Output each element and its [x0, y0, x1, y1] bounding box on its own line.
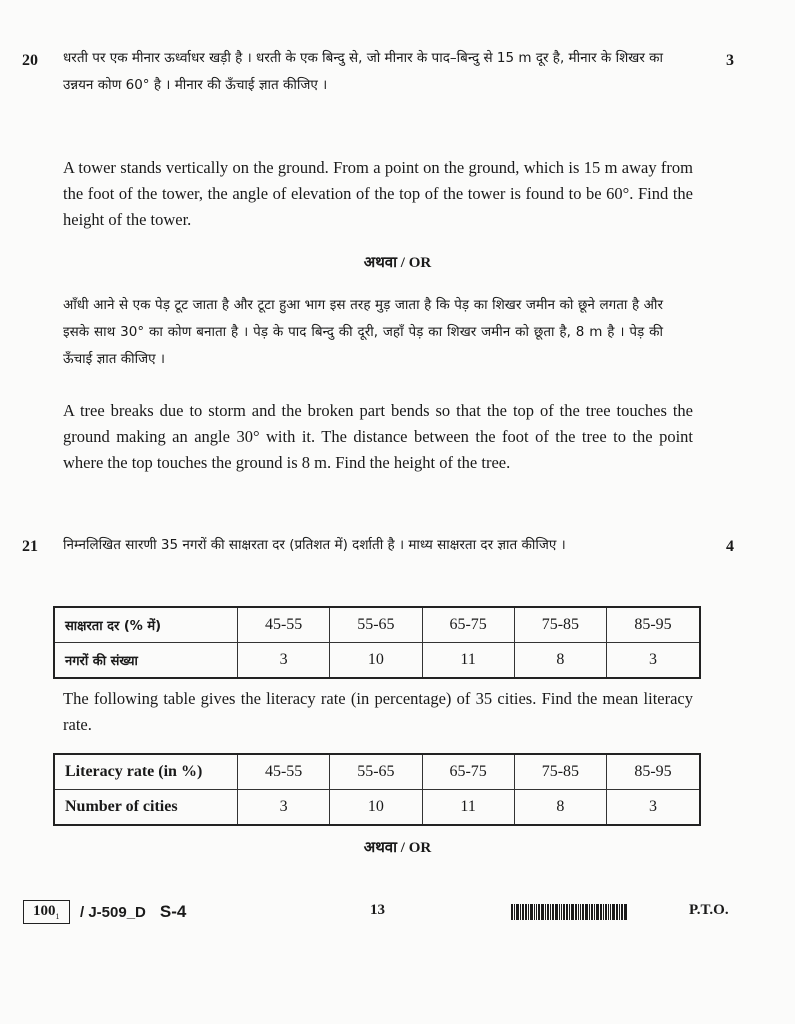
paper-code — [80, 902, 186, 922]
barcode-bar — [594, 904, 595, 920]
barcode-bar — [545, 904, 546, 920]
barcode-bar — [575, 904, 577, 920]
count-cell: 3 — [238, 790, 330, 826]
barcode-bar — [612, 904, 615, 920]
count-cell: 3 — [238, 643, 330, 679]
barcode-bar — [566, 904, 568, 920]
row-header-literacy-rate: Literacy rate (in %) — [54, 754, 238, 790]
barcode-bar — [552, 904, 554, 920]
class-interval-cell: 55-65 — [330, 754, 422, 790]
barcode-bar — [525, 904, 527, 920]
count-cell: 8 — [514, 643, 606, 679]
count-cell: 11 — [422, 790, 514, 826]
barcode-bar — [591, 904, 593, 920]
barcode-bar — [585, 904, 588, 920]
question-20-hindi-text: धरती पर एक मीनार ऊर्ध्वाधर खड़ी है । धरती के एक बिन्दु से, जो मीनार के पाद–बिन्दु से 15 m दूर है, मीनार के शिखर का उन्नयन कोण 60° है । मीनार की ऊँचाई ज्ञात कीजिए । — [63, 50, 663, 93]
barcode-bar — [561, 904, 562, 920]
barcode-bar — [610, 904, 611, 920]
class-interval-cell: 45-55 — [238, 607, 330, 643]
barcode-bar — [624, 904, 627, 920]
paper-box-code — [23, 900, 70, 924]
class-interval-cell: 85-95 — [607, 607, 701, 643]
or-separator-21 — [0, 837, 795, 857]
count-cell: 3 — [607, 643, 701, 679]
barcode-bar — [589, 904, 590, 920]
box-code-sub: 1 — [55, 912, 60, 921]
row-header-literacy-rate: साक्षरता दर (% में) — [54, 607, 238, 643]
barcode-bar — [563, 904, 565, 920]
question-21-hindi-text: निम्नलिखित सारणी 35 नगरों की साक्षरता दर (प्रतिशत में) दर्शाती है । माध्य साक्षरता दर ज्ञात कीजिए । — [63, 537, 566, 553]
barcode-bar — [582, 904, 584, 920]
table-row-city-counts — [54, 790, 700, 826]
count-cell: 3 — [607, 790, 701, 826]
class-interval-cell: 75-85 — [514, 754, 606, 790]
barcode-icon — [511, 904, 667, 920]
class-interval-cell: 55-65 — [330, 607, 422, 643]
class-interval-cell: 45-55 — [238, 754, 330, 790]
row-header-number-of-cities: Number of cities — [54, 790, 238, 826]
count-cell: 8 — [514, 790, 606, 826]
row-header-number-of-cities: नगरों की संख्या — [54, 643, 238, 679]
barcode-bar — [616, 904, 618, 920]
barcode-bar — [569, 904, 570, 920]
class-interval-cell: 75-85 — [514, 607, 606, 643]
barcode-bar — [520, 904, 521, 920]
barcode-bar — [605, 904, 607, 920]
barcode-bar — [608, 904, 609, 920]
pto-label: P.T.O. — [689, 902, 729, 918]
barcode-bar — [619, 904, 620, 920]
class-interval-cell: 85-95 — [607, 754, 701, 790]
question-marks-21: 4 — [726, 538, 734, 555]
barcode-bar — [538, 904, 540, 920]
barcode-bar — [596, 904, 599, 920]
barcode-bar — [516, 904, 519, 920]
question-20-alt-english-text: A tree breaks due to storm and the broken part bends so that the top of the tree touches the ground making an angle 30° with it. The distance between the foot of the tree to the point where the top touches the ground is 8 m. Find the height of the tree. — [63, 401, 693, 472]
barcode-bar — [550, 904, 551, 920]
series-code: S-4 — [159, 902, 187, 921]
barcode-bar — [621, 904, 623, 920]
barcode-bar — [578, 904, 579, 920]
question-number-20: 20 — [22, 52, 38, 69]
question-marks-20: 3 — [726, 52, 734, 69]
page-number: 13 — [370, 902, 385, 918]
barcode-bar — [514, 904, 515, 920]
table-row-class-intervals — [54, 607, 700, 643]
table-row-class-intervals — [54, 754, 700, 790]
count-cell: 11 — [422, 643, 514, 679]
barcode-bar — [600, 904, 602, 920]
count-cell: 10 — [330, 790, 422, 826]
or-separator-20 — [0, 252, 795, 272]
or-label: अथवा / OR — [363, 255, 432, 271]
barcode-bar — [530, 904, 533, 920]
barcode-bar — [603, 904, 604, 920]
question-21-english-text: The following table gives the literacy rate (in percentage) of 35 cities. Find the mean literacy rate. — [63, 689, 693, 734]
paper-code-value: / J-509_D — [80, 904, 146, 921]
question-20-alt-hindi-text: आँधी आने से एक पेड़ टूट जाता है और टूटा हुआ भाग इस तरह मुड़ जाता है कि पेड़ का शिखर जमीन को छूने लगता है और इसके साथ 30° का कोण बनाता है । पेड़ के पाद बिन्दु की दूरी, जहाँ पेड़ का शिखर जमीन को छूता है, 8 m है । पेड़ की ऊँचाई ज्ञात कीजिए । — [63, 297, 663, 367]
barcode-bar — [541, 904, 544, 920]
barcode-bar — [559, 904, 560, 920]
barcode-bar — [555, 904, 558, 920]
literacy-table-hindi — [53, 606, 701, 679]
or-label: अथवा / OR — [363, 840, 432, 856]
barcode-bar — [547, 904, 549, 920]
barcode-bar — [511, 904, 513, 920]
table-row-city-counts — [54, 643, 700, 679]
count-cell: 10 — [330, 643, 422, 679]
barcode-bar — [522, 904, 524, 920]
question-number-21: 21 — [22, 538, 38, 555]
question-20-english-text: A tower stands vertically on the ground. From a point on the ground, which is 15 m away from the foot of the tower, the angle of elevation of the top of the tower is found to be 60°. Find the height of the tower. — [63, 158, 693, 229]
literacy-table-english — [53, 753, 701, 826]
box-code-value: 100 — [33, 903, 56, 919]
barcode-bar — [528, 904, 529, 920]
barcode-bar — [534, 904, 535, 920]
class-interval-cell: 65-75 — [422, 607, 514, 643]
barcode-bar — [571, 904, 574, 920]
class-interval-cell: 65-75 — [422, 754, 514, 790]
barcode-bar — [580, 904, 581, 920]
barcode-bar — [536, 904, 537, 920]
